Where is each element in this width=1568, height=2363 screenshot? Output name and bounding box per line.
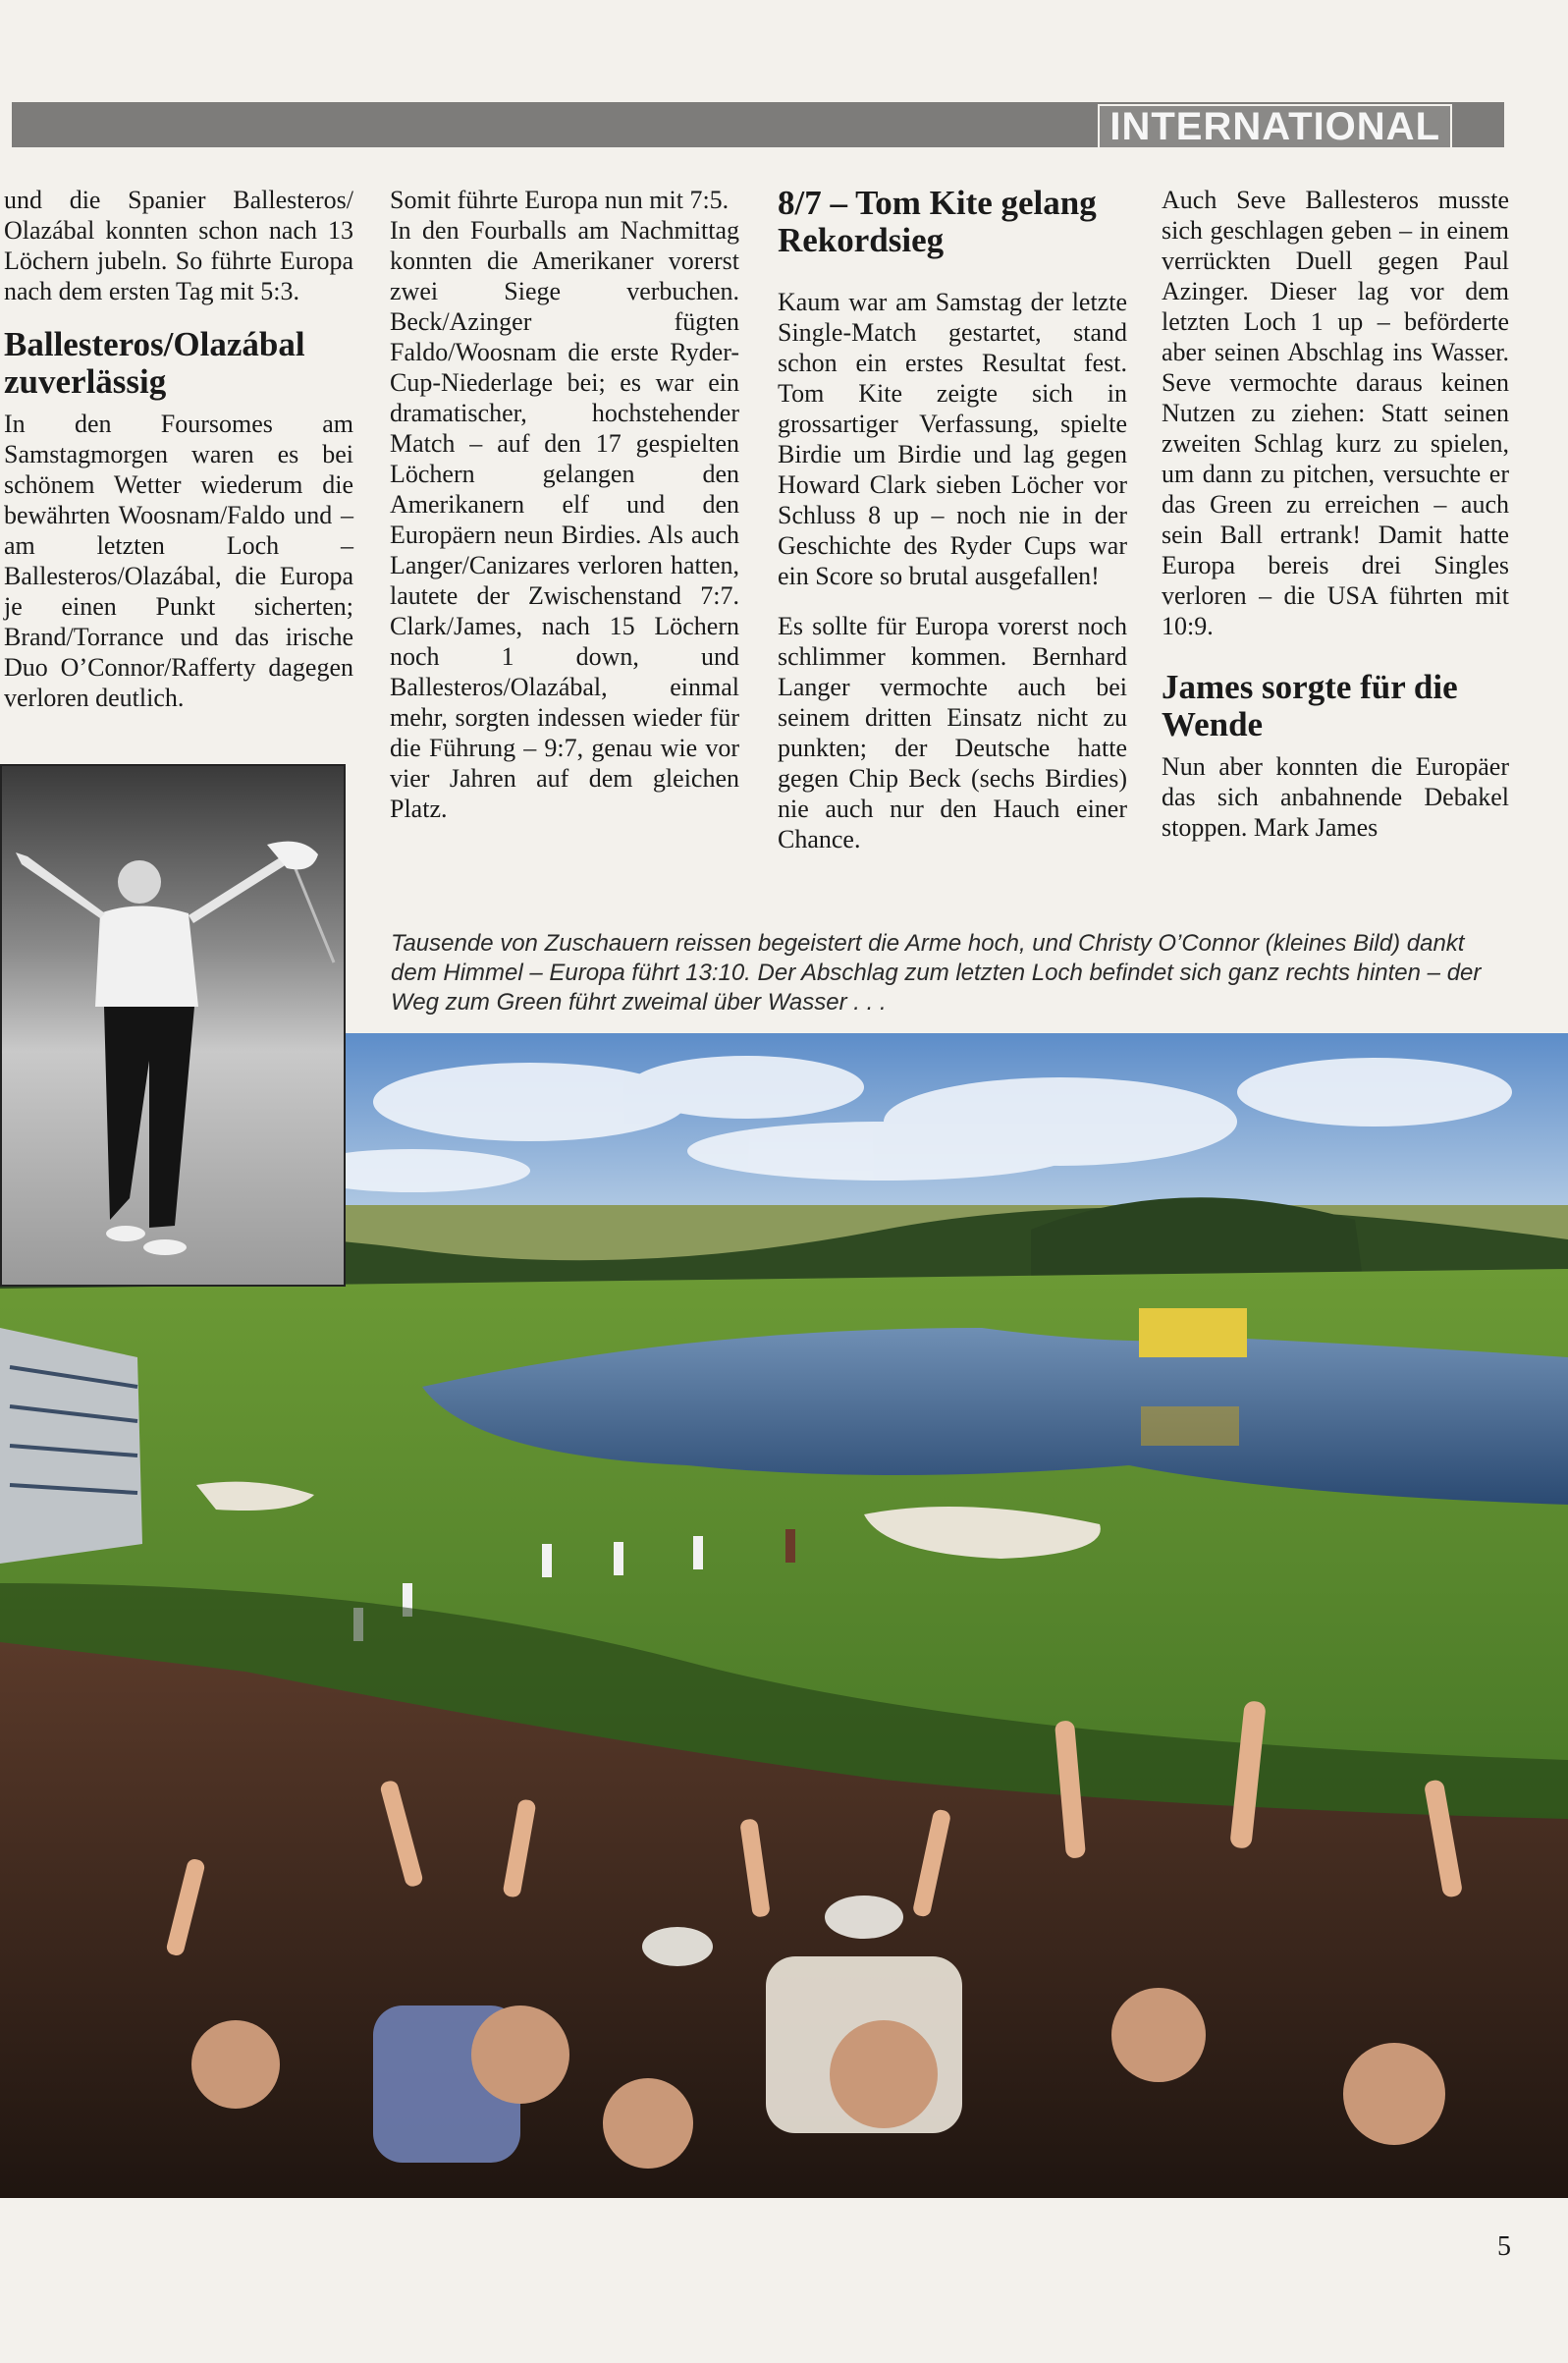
paragraph: und die Spanier Ballesteros/ Olazábal konnten schon nach 13 Löchern jubeln. So führte Europa nach dem ersten Tag mit 5:3.: [4, 186, 353, 305]
paragraph: Es sollte für Europa vorerst noch schlimmer kommen. Bernhard Langer vermochte auch bei seinem dritten Einsatz nicht zu punkten; der Deutsche hatte gegen Chip Beck (sechs Birdies) nie auch nur den Hauch einer Chance.: [778, 612, 1127, 853]
inset-photo: [0, 764, 346, 1287]
text-column-4: [1162, 185, 1509, 843]
text-column-1: [0, 185, 353, 713]
subheading: Ballesteros/Olazábal zuverlässig: [4, 325, 305, 401]
subheading: 8/7 – Tom Kite gelang Rekordsieg: [778, 184, 1097, 259]
section-tag: INTERNATIONAL: [1098, 104, 1452, 149]
paragraph: In den Fourballs am Nachmittag konnten die Amerikaner vorerst zwei Siege verbuchen. Beck/Azinger fügten Faldo/Woosnam die erste Ryder-Cup-Niederlage bei; es war ein dramatischer, hochstehender Match – auf den 17 gespielten Löchern gelangen den Amerikanern elf und den Europäern neun Birdies. Als auch Langer/Canizares verloren hatten, lautete der Zwischenstand 7:7. Clark/James, nach 15 Löchern noch 1 down, und Ballesteros/Olazábal, einmal mehr, sorgten indessen wieder für die Führung – 9:7, genau wie vor vier Jahren auf dem gleichen Platz.: [390, 216, 739, 823]
paragraph: Somit führte Europa nun mit 7:5.: [390, 186, 730, 214]
text-column-2: [390, 185, 739, 824]
page-number: 5: [1497, 2231, 1511, 2262]
paragraph: Auch Seve Ballesteros musste sich geschlagen geben – in einem verrückten Duell gegen Paul Azinger. Dieser lag vor dem letzten Loch 1 up – beförderte aber seinen Abschlag ins Wasser. Seve vermochte daraus keinen Nutzen zu ziehen: Statt seinen zweiten Schlag kurz zu spielen, um dann zu pitchen, versuchte er das Green zu erreichen – auch sein Ball ertrank! Damit hatte Europa bereis drei Singles verloren – die USA führten mit 10:9.: [1162, 186, 1509, 640]
paragraph: In den Foursomes am Samstagmorgen waren es bei schönem Wetter wiederum die bewährten Woosnam/Faldo und – am letzten Loch – Ballesteros/Olazábal, die Europa je einen Punkt sicherten; Brand/Torrance und das irische Duo O’Connor/Rafferty dagegen verloren deutlich.: [4, 410, 353, 712]
subheading: James sorgte für die Wende: [1162, 668, 1458, 743]
paragraph: Nun aber konnten die Europäer das sich anbahnende Debakel stoppen. Mark James: [1162, 752, 1509, 842]
photo-caption: Tausende von Zuschauern reissen begeistert die Arme hoch, und Christy O’Connor (kleines Bild) dankt dem Himmel – Europa führt 13:10. Der Abschlag zum letzten Loch befindet sich ganz rechts hinten – der Weg zum Green führt zweimal über Wasser . . .: [391, 930, 1482, 1016]
paragraph: Kaum war am Samstag der letzte Single-Match gestartet, stand schon ein erstes Resultat fest. Tom Kite zeigte sich in grossartiger Verfassung, spielte Birdie um Birdie und lag gegen Howard Clark sieben Löcher vor Schluss 8 up – noch nie in der Geschichte des Ryder Cups war ein Score so brutal ausgefallen!: [778, 288, 1127, 590]
scoreboard: [1139, 1308, 1247, 1357]
text-column-3: [778, 185, 1127, 854]
